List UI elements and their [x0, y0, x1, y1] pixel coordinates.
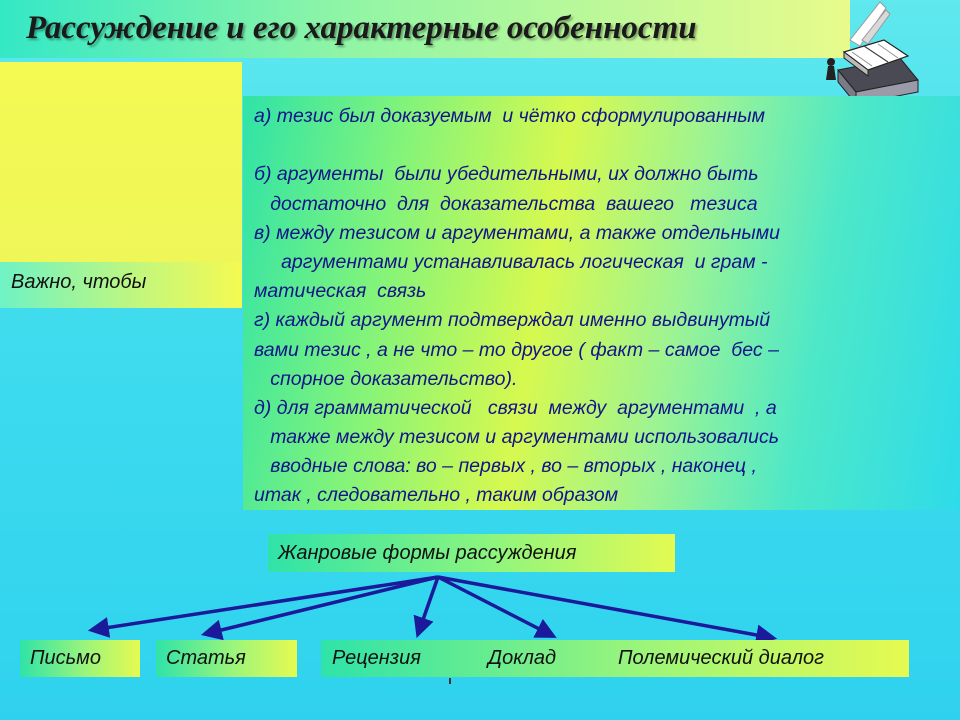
genres-heading-box: [268, 534, 675, 572]
condition-line: г) каждый аргумент подтверждал именно выдвинутый: [254, 309, 771, 332]
conditions-text: [254, 102, 954, 511]
condition-line: б) аргументы были убедительными, их должно быть: [254, 163, 759, 186]
genre-report: Доклад: [488, 647, 557, 669]
condition-line: итак , следовательно , таким образом: [254, 484, 619, 507]
arrow-to-letter: [92, 577, 438, 630]
genre-article-box: [156, 640, 297, 677]
genre-letter: Письмо: [30, 647, 101, 669]
conditions-panel: [243, 96, 960, 510]
condition-line: [254, 131, 954, 160]
condition-line: вами тезис , а не что – то другое ( факт – самое бес –: [254, 338, 779, 361]
arrow-to-polemic: [438, 577, 773, 638]
arrow-to-article: [205, 577, 438, 634]
condition-line: вводные слова: во – первых , во – вторых , наконец ,: [254, 455, 757, 478]
condition-line: достаточно для доказательства вашего тезиса: [254, 192, 758, 215]
genre-polemic: Полемический диалог: [618, 647, 825, 669]
slide-title: Рассуждение и его характерные особенности: [26, 10, 697, 46]
genre-group-box: [321, 640, 909, 677]
side-label: Важно, чтобы: [11, 271, 147, 293]
condition-line: а) тезис был доказуемым и чётко сформулированным: [254, 105, 766, 127]
genre-review: Рецензия: [332, 647, 421, 669]
condition-line: матическая связь: [254, 280, 427, 303]
small-tick-mark: [449, 678, 451, 684]
condition-line: аргументами устанавливалась логическая и грам -: [254, 250, 768, 273]
title-bar: [0, 0, 850, 58]
genres-heading: Жанровые формы рассуждения: [278, 542, 577, 564]
arrow-to-report: [438, 577, 553, 636]
condition-line: спорное доказательство).: [254, 367, 518, 390]
condition-line: д) для грамматической связи между аргументами , а: [254, 396, 777, 419]
book-icon: [800, 0, 940, 110]
arrow-to-review: [418, 577, 438, 634]
genre-article: Статья: [166, 647, 246, 669]
condition-line: также между тезисом и аргументами использовались: [254, 426, 779, 449]
condition-line: в) между тезисом и аргументами, а также отдельными: [254, 221, 780, 244]
side-label-box: [0, 262, 242, 308]
genre-letter-box: [20, 640, 140, 677]
